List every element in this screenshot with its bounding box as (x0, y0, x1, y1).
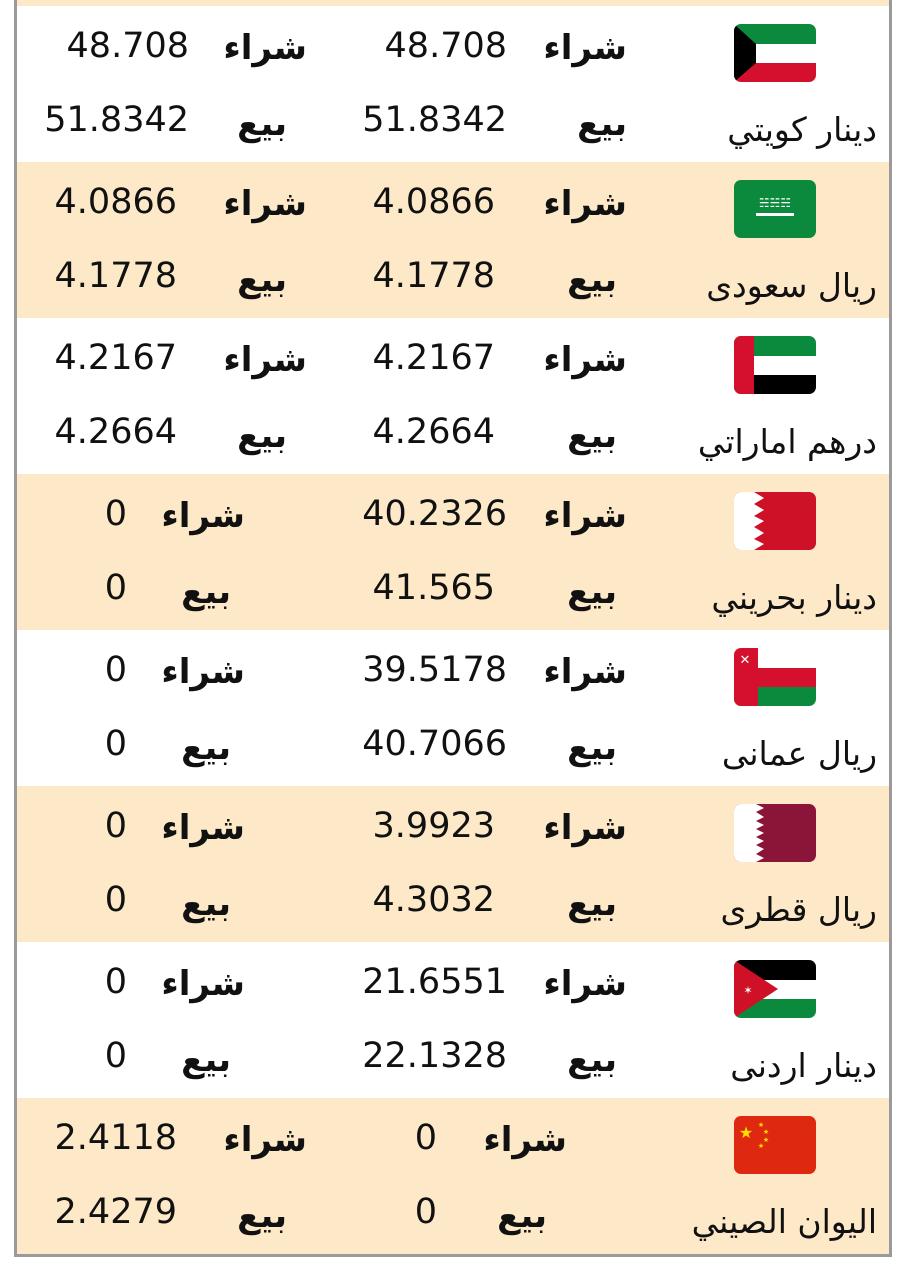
sell-label: بيع (181, 1040, 231, 1080)
bank1-buy-value: 4.0866 (372, 182, 495, 222)
svg-text:★: ★ (762, 1136, 770, 1144)
bank1-sell-value: 4.3032 (372, 880, 495, 920)
kuwait-flag-icon (734, 24, 816, 82)
sell-label: بيع (237, 1196, 287, 1236)
bank2-buy-value: 0 (104, 494, 127, 534)
currency-row-uae[interactable] (17, 318, 889, 474)
bank2-sell-value: 2.4279 (54, 1192, 177, 1232)
svg-text:★: ★ (762, 1128, 770, 1136)
china-flag-icon (734, 1116, 816, 1174)
bank2-sell-value: 4.1778 (54, 256, 177, 296)
buy-label: شراء (543, 496, 627, 536)
bank1-sell-value: 4.1778 (372, 256, 495, 296)
sell-label: بيع (237, 260, 287, 300)
buy-label: شراء (543, 808, 627, 848)
bank2-buy-value: 0 (104, 806, 127, 846)
sell-label: بيع (567, 1040, 617, 1080)
bank1-sell-value: 40.7066 (362, 724, 507, 764)
buy-label: شراء (543, 340, 627, 380)
saudi-flag-icon (734, 180, 816, 238)
bank2-buy-value: 48.708 (66, 26, 189, 66)
currency-row-bahrain[interactable] (17, 474, 889, 630)
buy-label: شراء (161, 808, 245, 848)
svg-text:★: ★ (757, 1142, 765, 1150)
bank1-buy-value: 40.2326 (362, 494, 507, 534)
currency-name: اليوان الصيني (691, 1202, 877, 1241)
buy-label: شراء (161, 652, 245, 692)
bank2-sell-value: 0 (104, 724, 127, 764)
currency-name: دينار كويتي (727, 110, 877, 149)
bank1-buy-value: 39.5178 (362, 650, 507, 690)
bank2-sell-value: 51.8342 (44, 100, 189, 140)
svg-text:☵☵☵: ☵☵☵ (758, 196, 792, 210)
bank1-buy-value: 0 (414, 1118, 437, 1158)
buy-label: شراء (161, 964, 245, 1004)
sell-label: بيع (497, 1196, 547, 1236)
bahrain-flag-icon (734, 492, 816, 550)
bank1-sell-value: 51.8342 (362, 100, 507, 140)
currency-row-china[interactable] (17, 1098, 889, 1254)
currency-row-jordan[interactable] (17, 942, 889, 1098)
sell-label: بيع (237, 104, 287, 144)
bank1-buy-value: 3.9923 (372, 806, 495, 846)
buy-label: شراء (543, 184, 627, 224)
buy-label: شراء (543, 964, 627, 1004)
bank1-buy-value: 4.2167 (372, 338, 495, 378)
currency-name: درهم اماراتي (697, 422, 877, 461)
bank2-buy-value: 2.4118 (54, 1118, 177, 1158)
bank2-buy-value: 4.0866 (54, 182, 177, 222)
currency-name: ريال عمانى (721, 734, 877, 773)
bank2-sell-value: 0 (104, 880, 127, 920)
bank1-buy-value: 48.708 (384, 26, 507, 66)
jordan-flag-icon (734, 960, 816, 1018)
bank1-sell-value: 0 (414, 1192, 437, 1232)
oman-flag-icon (734, 648, 816, 706)
bank2-buy-value: 0 (104, 962, 127, 1002)
buy-label: شراء (223, 184, 307, 224)
sell-label: بيع (567, 572, 617, 612)
bank2-sell-value: 0 (104, 568, 127, 608)
uae-flag-icon (734, 336, 816, 394)
sell-label: بيع (237, 416, 287, 456)
currency-name: ريال قطرى (720, 890, 877, 929)
svg-text:★: ★ (757, 1121, 765, 1129)
svg-text:★: ★ (738, 1123, 754, 1142)
buy-label: شراء (223, 340, 307, 380)
exchange-rates-table (14, 6, 892, 1257)
buy-label: شراء (483, 1120, 567, 1160)
currency-row-qatar[interactable] (17, 786, 889, 942)
buy-label: شراء (161, 496, 245, 536)
buy-label: شراء (223, 28, 307, 68)
bank1-sell-value: 22.1328 (362, 1036, 507, 1076)
svg-text:✕: ✕ (739, 653, 751, 668)
sell-label: بيع (181, 728, 231, 768)
buy-label: شراء (543, 652, 627, 692)
currency-row-kuwait[interactable] (17, 6, 889, 162)
bank1-sell-value: 4.2664 (372, 412, 495, 452)
sell-label: بيع (567, 728, 617, 768)
currency-name: دينار بحريني (711, 578, 877, 617)
currency-name: دينار اردنى (730, 1046, 877, 1085)
currency-row-oman[interactable] (17, 630, 889, 786)
svg-text:✶: ✶ (743, 984, 753, 997)
sell-label: بيع (577, 104, 627, 144)
bank2-buy-value: 4.2167 (54, 338, 177, 378)
bank2-sell-value: 4.2664 (54, 412, 177, 452)
sell-label: بيع (181, 572, 231, 612)
sell-label: بيع (567, 260, 617, 300)
buy-label: شراء (543, 28, 627, 68)
sell-label: بيع (181, 884, 231, 924)
buy-label: شراء (223, 1120, 307, 1160)
bank2-buy-value: 0 (104, 650, 127, 690)
qatar-flag-icon (734, 804, 816, 862)
bank1-buy-value: 21.6551 (362, 962, 507, 1002)
bank2-sell-value: 0 (104, 1036, 127, 1076)
sell-label: بيع (567, 884, 617, 924)
sell-label: بيع (567, 416, 617, 456)
bank1-sell-value: 41.565 (372, 568, 495, 608)
currency-row-saudi[interactable] (17, 162, 889, 318)
currency-name: ريال سعودى (706, 266, 877, 305)
